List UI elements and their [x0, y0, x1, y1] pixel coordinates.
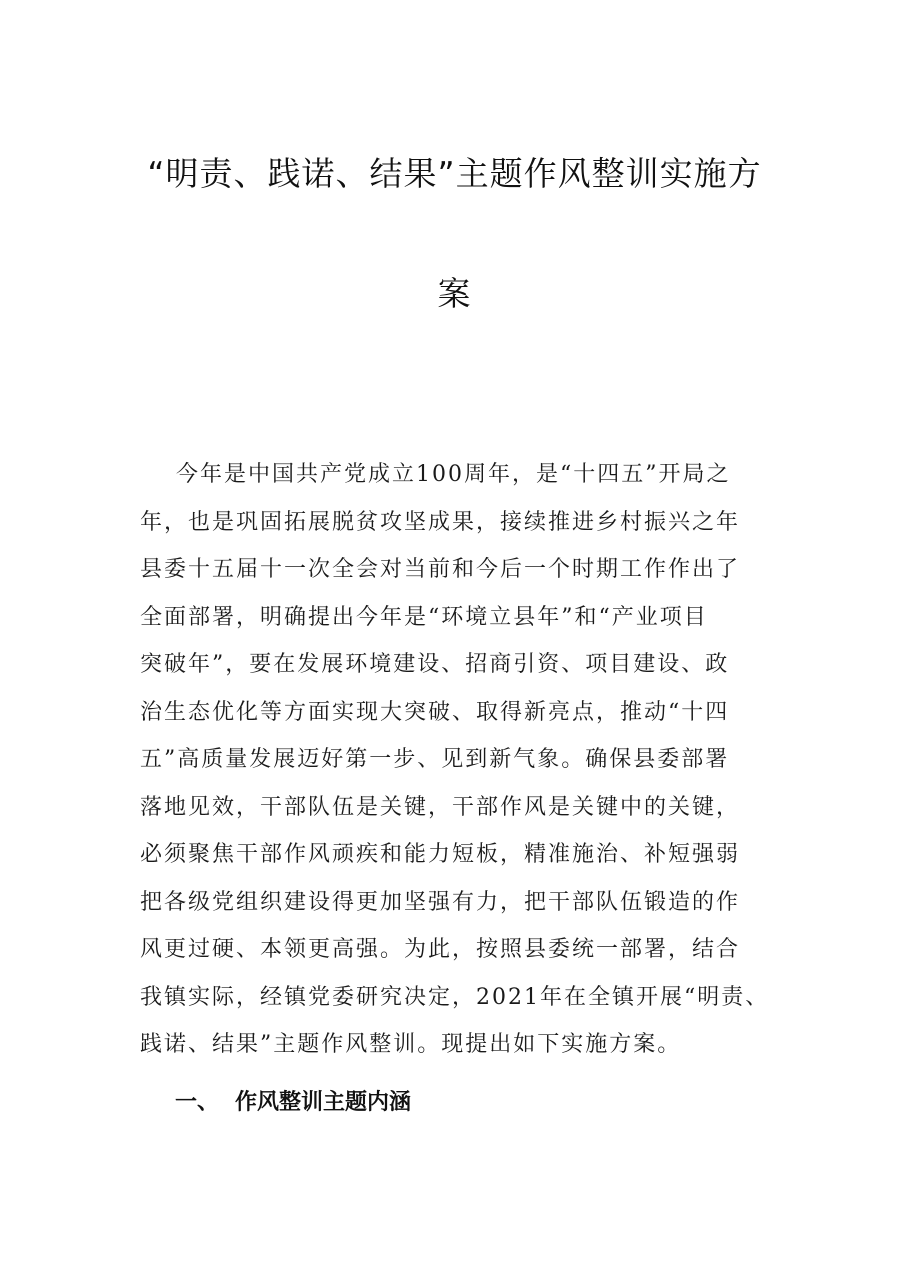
body-line: 五”高质量发展迈好第一步、见到新气象。确保县委部署: [140, 747, 730, 772]
document-title-line-2: 案: [437, 274, 472, 313]
body-line: 突破年”，要在发展环境建设、招商引资、项目建设、政: [140, 652, 730, 677]
body-line: 必须聚焦干部作风顽疾和能力短板，精准施治、补短强弱: [140, 842, 741, 867]
body-line: 全面部署，明确提出今年是“环境立县年”和“产业项目: [140, 604, 708, 630]
body-line: 落地见效，干部队伍是关键，干部作风是关键中的关键，: [140, 794, 741, 820]
body-paragraph: [140, 451, 800, 1069]
body-line: 把各级党组织建设得更加坚强有力，把干部队伍锻造的作: [140, 889, 741, 915]
body-line: 年，也是巩固拓展脱贫攻坚成果，接续推进乡村振兴之年: [140, 509, 741, 535]
body-line: 践诺、结果”主题作风整训。现提出如下实施方案。: [140, 1032, 682, 1057]
section-heading: [175, 1085, 411, 1116]
section-heading-text: 作风整训主题内涵: [235, 1090, 412, 1115]
document-title-line-1: “明责、践诺、结果”主题作风整训实施方: [147, 154, 762, 193]
body-line: 县委十五届十一次全会对当前和今后一个时期工作作出了: [140, 557, 741, 582]
body-line: 风更过硬、本领更高强。为此，按照县委统一部署，结合: [140, 937, 741, 962]
body-line: 今年是中国共产党成立100周年，是“十四五”开局之: [176, 462, 731, 487]
body-line: 我镇实际，经镇党委研究决定，2021年在全镇开展“明责、: [140, 984, 770, 1010]
body-line: 治生态优化等方面实现大突破、取得新亮点，推动“十四: [140, 699, 730, 725]
section-heading-number: 一、: [175, 1090, 220, 1115]
